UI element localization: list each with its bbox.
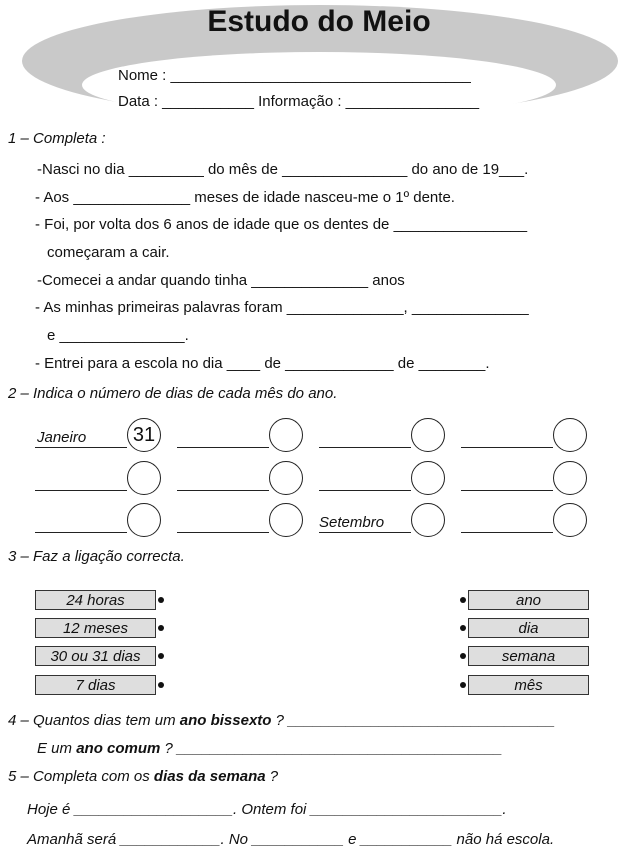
match-right-item: semana bbox=[468, 646, 589, 666]
date-info-field[interactable]: Data : ___________ Informação : ________________ bbox=[118, 93, 480, 110]
month-label-setembro: Setembro bbox=[319, 514, 385, 531]
month-line[interactable] bbox=[177, 532, 269, 533]
q5-suffix: ? bbox=[265, 768, 279, 785]
q4-bold-ano-comum: ano comum bbox=[76, 740, 161, 757]
q1-line-5[interactable]: -Comecei a andar quando tinha ______________ anos bbox=[37, 272, 405, 289]
days-circle[interactable] bbox=[553, 461, 587, 495]
match-dot[interactable] bbox=[460, 682, 466, 688]
month-line[interactable] bbox=[319, 490, 411, 491]
q1-line-1[interactable]: -Nasci no dia _________ do mês de _______________ do ano de 19___. bbox=[37, 161, 529, 178]
q1-line-2[interactable]: - Aos ______________ meses de idade nasceu-me o 1º dente. bbox=[35, 189, 455, 206]
days-circle[interactable] bbox=[269, 461, 303, 495]
match-dot[interactable] bbox=[460, 597, 466, 603]
match-right-item: mês bbox=[468, 675, 589, 695]
q5-prefix: 5 – Completa com os bbox=[8, 768, 154, 785]
match-left-item: 24 horas bbox=[35, 590, 156, 610]
q4-line-2[interactable] bbox=[37, 740, 502, 757]
month-line[interactable] bbox=[35, 490, 127, 491]
q3-heading: 3 – Faz a ligação correcta. bbox=[8, 548, 185, 565]
match-dot[interactable] bbox=[460, 625, 466, 631]
q1-line-3[interactable]: - Foi, por volta dos 6 anos de idade que os dentes de ________________ bbox=[35, 216, 528, 233]
month-line[interactable] bbox=[461, 447, 553, 448]
month-line[interactable] bbox=[177, 447, 269, 448]
q1-line-4: começaram a cair. bbox=[47, 244, 170, 261]
q5-line-2[interactable]: Amanhã será ____________. No ___________ e ___________ não há escola. bbox=[27, 831, 555, 848]
q4-answer-blank[interactable]: ? ________________________________ bbox=[271, 712, 556, 729]
days-circle[interactable] bbox=[411, 461, 445, 495]
q4-answer-blank-2[interactable]: ? _______________________________________ bbox=[160, 740, 503, 757]
days-circle[interactable] bbox=[411, 418, 445, 452]
match-dot[interactable] bbox=[158, 653, 164, 659]
q2-heading: 2 – Indica o número de dias de cada mês do ano. bbox=[8, 385, 338, 402]
q4-prefix: 4 – Quantos dias tem um bbox=[8, 712, 180, 729]
month-line bbox=[319, 532, 411, 533]
match-dot[interactable] bbox=[158, 682, 164, 688]
q5-heading bbox=[8, 768, 278, 785]
q1-line-6[interactable]: - As minhas primeiras palavras foram ______________, ______________ bbox=[35, 299, 529, 316]
match-left-item: 7 dias bbox=[35, 675, 156, 695]
days-circle[interactable] bbox=[127, 461, 161, 495]
match-right-item: dia bbox=[468, 618, 589, 638]
days-circle: 31 bbox=[127, 418, 161, 452]
month-line[interactable] bbox=[461, 490, 553, 491]
month-line bbox=[35, 447, 127, 448]
q5-line-1[interactable]: Hoje é ___________________. Ontem foi _______________________. bbox=[27, 801, 507, 818]
days-circle[interactable] bbox=[553, 503, 587, 537]
days-circle[interactable] bbox=[127, 503, 161, 537]
days-circle[interactable] bbox=[269, 503, 303, 537]
days-circle[interactable] bbox=[411, 503, 445, 537]
match-dot[interactable] bbox=[460, 653, 466, 659]
q5-bold-dias-da-semana: dias da semana bbox=[153, 768, 266, 785]
q4-bold-ano-bissexto: ano bissexto bbox=[179, 712, 272, 729]
match-left-item: 30 ou 31 dias bbox=[35, 646, 156, 666]
match-dot[interactable] bbox=[158, 597, 164, 603]
match-left-item: 12 meses bbox=[35, 618, 156, 638]
month-line[interactable] bbox=[461, 532, 553, 533]
q1-line-8[interactable]: - Entrei para a escola no dia ____ de _____________ de ________. bbox=[35, 355, 490, 372]
month-line[interactable] bbox=[319, 447, 411, 448]
q1-line-7[interactable]: e _______________. bbox=[47, 327, 189, 344]
q4-prefix-2: E um bbox=[37, 740, 77, 757]
month-line[interactable] bbox=[35, 532, 127, 533]
name-field[interactable]: Nome : ____________________________________ bbox=[118, 67, 471, 84]
match-dot[interactable] bbox=[158, 625, 164, 631]
days-circle[interactable] bbox=[553, 418, 587, 452]
month-line[interactable] bbox=[177, 490, 269, 491]
month-label-janeiro: Janeiro bbox=[37, 429, 87, 446]
match-right-item: ano bbox=[468, 590, 589, 610]
q1-heading: 1 – Completa : bbox=[8, 130, 106, 147]
page-title: Estudo do Meio bbox=[207, 5, 431, 38]
days-circle[interactable] bbox=[269, 418, 303, 452]
q4-line-1[interactable] bbox=[8, 712, 555, 729]
